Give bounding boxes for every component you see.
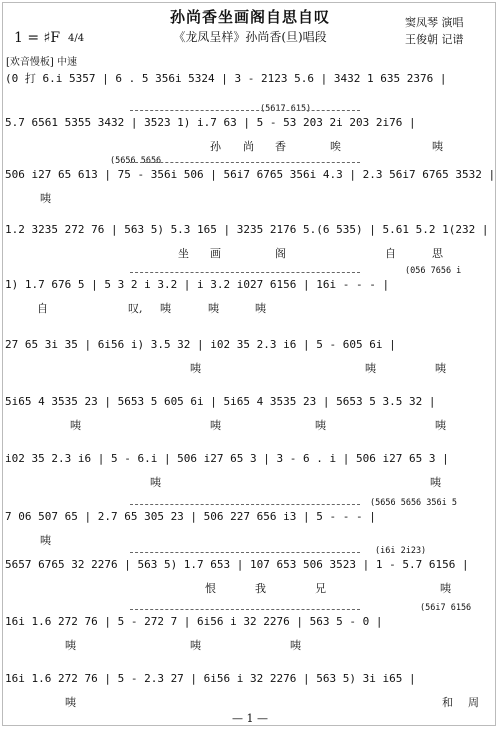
notation-row: 1.2 3235 272 76 | 563 5) 5.3 165 | 3235 2176 5.(6 535) | 5.61 5.2 1(232 | [5, 223, 489, 236]
notation-row: 1) 1.7 676 5 | 5 3 2 i 3.2 | i 3.2 i027 6156 | 16i - - - | [5, 278, 390, 291]
lyric-syllable: 咦 [190, 639, 201, 652]
lyric-syllable: 咦 [365, 362, 376, 375]
notation-row: 16i 1.6 272 76 | 5 - 272 7 | 6i56 i 32 2276 | 563 5 - 0 | [5, 615, 383, 628]
ornament-line: (5656 5656 356i 5 [370, 498, 457, 508]
lyric-syllable: 恨 [205, 582, 216, 595]
notation-row: (0 打 6.i 5357 | 6 . 5 356i 5324 | 3 - 2123 5.6 | 3432 1 635 2376 | [5, 72, 447, 85]
key-signature: 1 = ♯F [14, 30, 61, 46]
ornament-line: (5656 5656 [110, 156, 162, 166]
tremolo-dash-line [130, 110, 360, 111]
lyric-syllable: 咦 [440, 582, 451, 595]
lyric-syllable: 咦 [290, 639, 301, 652]
lyric-syllable: 咦 [208, 302, 219, 315]
lyric-syllable: 孙 [210, 140, 221, 153]
notation-row: 16i 1.6 272 76 | 5 - 2.3 27 | 6i56 i 32 2276 | 563 5) 3i i65 | [5, 672, 416, 685]
lyric-syllable: 阁 [275, 247, 286, 260]
tremolo-dash-line [130, 162, 360, 163]
lyric-syllable: 咦 [65, 639, 76, 652]
ornament-line: (5617 615) [260, 104, 312, 114]
lyric-syllable: 咦 [255, 302, 266, 315]
lyric-syllable: 咦 [40, 192, 51, 205]
lyric-syllable: 周 [468, 696, 479, 709]
lyric-syllable: 兄 [315, 582, 326, 595]
lyric-syllable: 唉 [330, 140, 341, 153]
lyric-syllable: 自 [385, 247, 396, 260]
notation-row: i02 35 2.3 i6 | 5 - 6.i | 506 i27 65 3 | 3 - 6 . i | 506 i27 65 3 | [5, 452, 449, 465]
lyric-syllable: 咦 [435, 362, 446, 375]
lyric-syllable: 思 [432, 247, 443, 260]
lyric-syllable: 和 [442, 696, 453, 709]
lyric-syllable: 咦 [430, 476, 441, 489]
lyric-syllable: 自 [37, 302, 48, 315]
subtitle: 《龙凤呈样》孙尚香(旦)唱段 [173, 30, 327, 44]
lyric-syllable: 咦 [432, 140, 443, 153]
credits [405, 14, 464, 48]
lyric-syllable: 叹, [128, 302, 143, 315]
tremolo-dash-line [130, 504, 360, 505]
lyric-syllable: 咦 [435, 419, 446, 432]
tremolo-dash-line [130, 552, 360, 553]
ornament-line: (56i7 6156 [420, 603, 472, 613]
lyric-syllable: 咦 [70, 419, 81, 432]
notation-row: 27 65 3i 35 | 6i56 i) 3.5 32 | i02 35 2.3 i6 | 5 - 605 6i | [5, 338, 396, 351]
credit-singer: 窦凤琴 演唱 [405, 16, 464, 29]
notation-row: 506 i27 65 613 | 75 - 356i 506 | 56i7 6765 356i 4.3 | 2.3 56i7 6765 3532 | [5, 168, 496, 181]
notation-row: 7 06 507 65 | 2.7 65 305 23 | 506 227 656 i3 | 5 - - - | [5, 510, 376, 523]
lyric-syllable: 咦 [160, 302, 171, 315]
lyric-syllable: 咦 [315, 419, 326, 432]
page-number: — 1 — [232, 712, 268, 725]
tremolo-dash-line [130, 609, 360, 610]
notation-row: 5657 6765 32 2276 | 563 5) 1.7 653 | 107 653 506 3523 | 1 - 5.7 6156 | [5, 558, 469, 571]
lyric-syllable: 咦 [65, 696, 76, 709]
time-signature: 4/4 [68, 33, 85, 44]
lyric-syllable: 尚 [243, 140, 254, 153]
notation-row: 5i65 4 3535 23 | 5653 5 605 6i | 5i65 4 3535 23 | 5653 5 3.5 32 | [5, 395, 436, 408]
ornament-line: (056 7656 i [405, 266, 462, 276]
tremolo-dash-line [130, 272, 360, 273]
lyric-syllable: 香 [275, 140, 286, 153]
lyric-syllable: 我 [255, 582, 266, 595]
tempo-marking: [欢音慢板] 中速 [6, 57, 77, 68]
lyric-syllable: 咦 [190, 362, 201, 375]
ornament-line: (i6i 2i23) [375, 546, 427, 556]
page-title: 孙尚香坐画阁自思自叹 [169, 8, 330, 26]
lyric-syllable: 坐 [178, 247, 189, 260]
lyric-syllable: 画 [210, 247, 221, 260]
lyric-syllable: 咦 [210, 419, 221, 432]
notation-row: 5.7 6561 5355 3432 | 3523 1) i.7 63 | 5 - 53 203 2i 203 2i76 | [5, 116, 416, 129]
credit-notation: 王俊朝 记谱 [405, 33, 464, 46]
lyric-syllable: 咦 [150, 476, 161, 489]
lyric-syllable: 咦 [40, 534, 51, 547]
